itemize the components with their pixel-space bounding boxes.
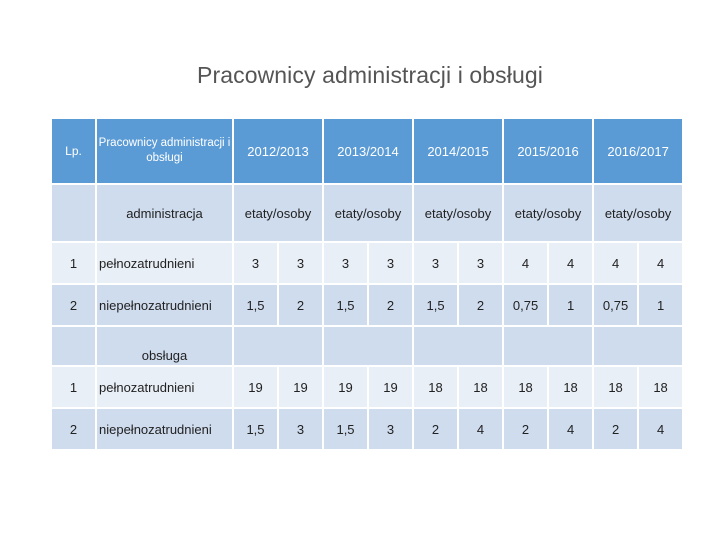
value-cell: 3: [368, 408, 413, 450]
value-cell: 2: [503, 408, 548, 450]
value-cell: 19: [368, 366, 413, 408]
table-row: [51, 242, 683, 284]
row-label: niepełnozatrudnieni: [96, 408, 233, 450]
value-cell: 3: [278, 242, 323, 284]
header-lp: Lp.: [51, 118, 96, 184]
header-category: Pracownicy administracji i obsługi: [96, 118, 233, 184]
value-cell: 4: [638, 242, 683, 284]
section-label: obsługa: [96, 326, 233, 366]
staff-table: [50, 117, 684, 451]
value-cell: 0,75: [503, 284, 548, 326]
header-row: [51, 118, 683, 184]
value-cell: 4: [638, 408, 683, 450]
value-cell: 18: [548, 366, 593, 408]
section-label: administracja: [96, 184, 233, 242]
value-cell: 1,5: [233, 284, 278, 326]
value-cell: 0,75: [593, 284, 638, 326]
row-lp: 1: [51, 366, 96, 408]
empty-cell: [593, 326, 683, 366]
value-cell: 4: [593, 242, 638, 284]
value-cell: 1: [638, 284, 683, 326]
unit-label: etaty/osoby: [323, 184, 413, 242]
empty-cell: [413, 326, 503, 366]
value-cell: 3: [368, 242, 413, 284]
header-year: 2016/2017: [593, 118, 683, 184]
row-label: pełnozatrudnieni: [96, 366, 233, 408]
value-cell: 2: [368, 284, 413, 326]
table-row: [51, 284, 683, 326]
value-cell: 18: [503, 366, 548, 408]
value-cell: 1,5: [323, 284, 368, 326]
row-label: pełnozatrudnieni: [96, 242, 233, 284]
admin-section-row: [51, 184, 683, 242]
value-cell: 19: [323, 366, 368, 408]
value-cell: 18: [413, 366, 458, 408]
value-cell: 18: [458, 366, 503, 408]
value-cell: 3: [413, 242, 458, 284]
header-year: 2013/2014: [323, 118, 413, 184]
value-cell: 4: [548, 242, 593, 284]
value-cell: 2: [593, 408, 638, 450]
value-cell: 1,5: [233, 408, 278, 450]
header-year: 2015/2016: [503, 118, 593, 184]
empty-cell: [503, 326, 593, 366]
unit-label: etaty/osoby: [593, 184, 683, 242]
value-cell: 4: [548, 408, 593, 450]
service-section-row: [51, 326, 683, 366]
empty-cell: [51, 326, 96, 366]
value-cell: 19: [233, 366, 278, 408]
unit-label: etaty/osoby: [233, 184, 323, 242]
unit-label: etaty/osoby: [503, 184, 593, 242]
value-cell: 3: [323, 242, 368, 284]
value-cell: 4: [458, 408, 503, 450]
unit-label: etaty/osoby: [413, 184, 503, 242]
table-row: [51, 408, 683, 450]
value-cell: 2: [458, 284, 503, 326]
row-lp: 1: [51, 242, 96, 284]
value-cell: 18: [593, 366, 638, 408]
row-lp: 2: [51, 408, 96, 450]
empty-cell: [51, 184, 96, 242]
value-cell: 4: [503, 242, 548, 284]
value-cell: 1,5: [413, 284, 458, 326]
value-cell: 19: [278, 366, 323, 408]
value-cell: 2: [278, 284, 323, 326]
value-cell: 1,5: [323, 408, 368, 450]
value-cell: 3: [278, 408, 323, 450]
value-cell: 2: [413, 408, 458, 450]
value-cell: 1: [548, 284, 593, 326]
header-year: 2012/2013: [233, 118, 323, 184]
page-title: Pracownicy administracji i obsługi: [197, 62, 543, 88]
value-cell: 3: [458, 242, 503, 284]
value-cell: 18: [638, 366, 683, 408]
value-cell: 3: [233, 242, 278, 284]
empty-cell: [233, 326, 323, 366]
header-year: 2014/2015: [413, 118, 503, 184]
empty-cell: [323, 326, 413, 366]
table-row: [51, 366, 683, 408]
row-label: niepełnozatrudnieni: [96, 284, 233, 326]
row-lp: 2: [51, 284, 96, 326]
